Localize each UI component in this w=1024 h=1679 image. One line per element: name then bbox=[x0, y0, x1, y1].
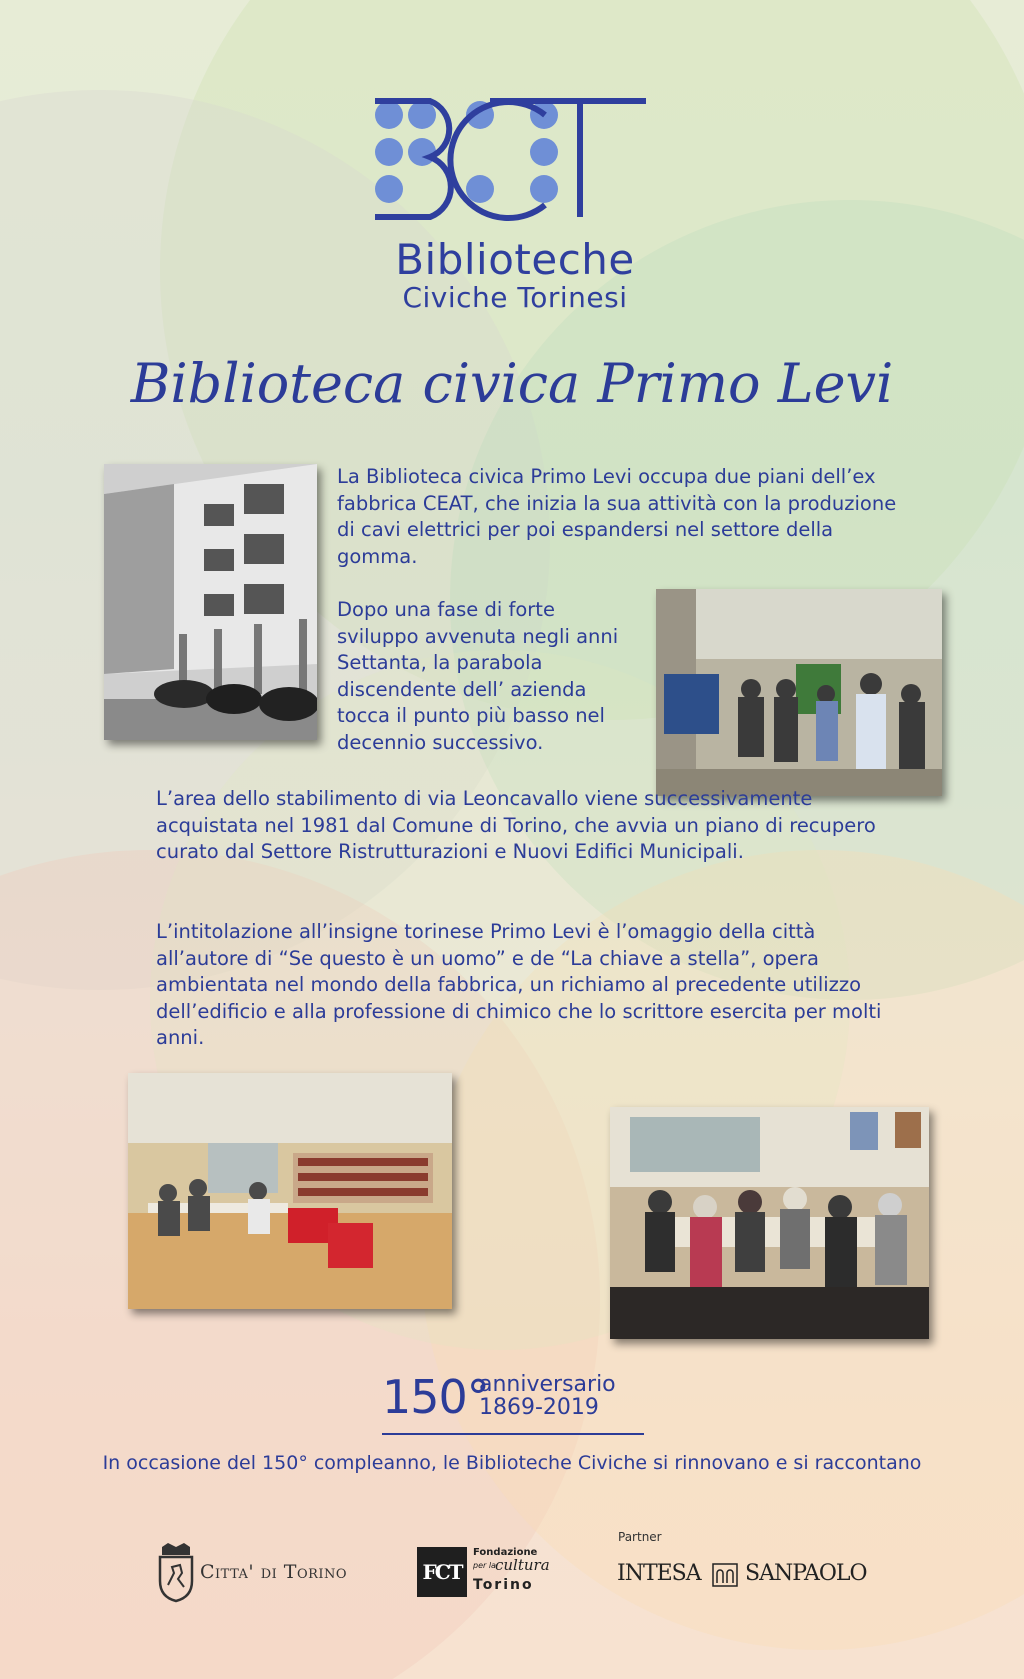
citta-di-torino-logo bbox=[156, 1543, 366, 1603]
fondazione-cultura: cultura bbox=[495, 1556, 550, 1574]
reading-room-photo bbox=[128, 1073, 452, 1309]
fondazione-logo bbox=[417, 1547, 567, 1602]
sanpaolo-text: SANPAOLO bbox=[745, 1561, 867, 1586]
fondazione-per-la: per la bbox=[473, 1561, 496, 1570]
fondazione-torino: Torino bbox=[473, 1577, 534, 1593]
intesa-text: INTESA bbox=[617, 1561, 701, 1586]
bank-arch-icon bbox=[712, 1563, 738, 1587]
anniversary-divider bbox=[382, 1433, 644, 1435]
bct-logo-mark bbox=[370, 95, 660, 235]
study-group-photo bbox=[610, 1107, 929, 1339]
logo bbox=[370, 95, 650, 315]
citta-di-torino-text: Citta' di Torino bbox=[200, 1561, 348, 1583]
anniversary-text bbox=[479, 1373, 616, 1419]
fondazione-word: Fondazione bbox=[473, 1547, 538, 1558]
logo-line2: Civiche Torinesi bbox=[402, 281, 628, 314]
anniversary-number: 150° bbox=[382, 1370, 489, 1424]
intesa-sanpaolo-logo bbox=[617, 1561, 877, 1591]
partner-label: Partner bbox=[618, 1530, 662, 1544]
building-photo bbox=[104, 464, 317, 740]
subtitle: In occasione del 150° compleanno, le Biblioteche Civiche si rinnovano e si raccontano bbox=[102, 1452, 922, 1474]
anniversary-label: anniversario bbox=[479, 1372, 616, 1397]
torino-crest-icon bbox=[156, 1543, 196, 1603]
exhibition-photo bbox=[656, 589, 942, 796]
paragraph-1: La Biblioteca civica Primo Levi occupa due piani dell’ex fabbrica CEAT, che inizia la sua attività con la produzione di cavi elettrici per poi espandersi nel settore della gomma. bbox=[337, 465, 897, 568]
paragraph-4: L’intitolazione all’insigne torinese Primo Levi è l’omaggio della città all’autore di “Se questo è un uomo” e de “La chiave a stella”, opera ambientata nel mondo della fabbrica, un richiamo al precedente utilizzo dell’edificio e alla professione di chimico che lo scrittore esercita per molti anni. bbox=[156, 920, 882, 1049]
paragraph-2: Dopo una fase di forte sviluppo avvenuta negli anni Settanta, la parabola discendente dell’ azienda tocca il punto più basso nel decennio successivo. bbox=[337, 598, 619, 754]
anniversary-years: 1869-2019 bbox=[479, 1395, 599, 1420]
fondazione-mark: FCT bbox=[417, 1547, 467, 1597]
paragraph-3: L’area dello stabilimento di via Leoncavallo viene successivamente acquistata nel 1981 dal Comune di Torino, che avvia un piano di recupero curato dal Settore Ristrutturazioni e Nuovi Edifici Municipali. bbox=[156, 787, 876, 863]
page-title: Biblioteca civica Primo Levi bbox=[130, 352, 894, 415]
logo-line1: Biblioteche bbox=[395, 235, 635, 284]
